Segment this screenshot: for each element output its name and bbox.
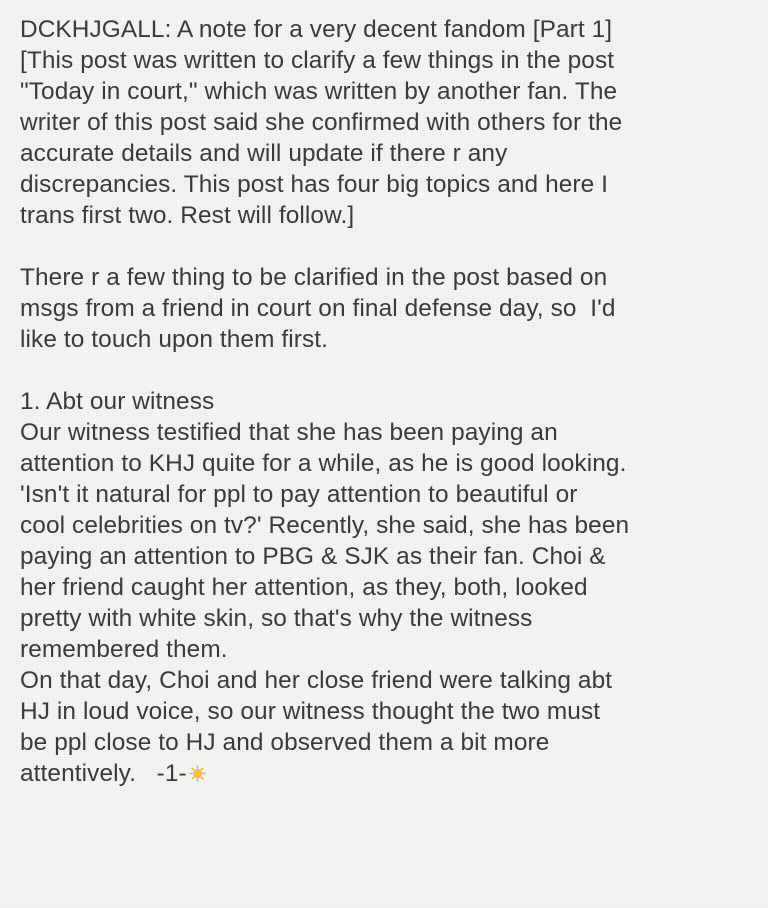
note-line-last	[20, 758, 756, 789]
note-line: There r a few thing to be clarified in the post based on	[20, 264, 608, 291]
note-line: 'Isn't it natural for ppl to pay attention to beautiful or	[20, 481, 578, 508]
paragraph-gap	[20, 355, 756, 386]
note-line: Our witness testified that she has been paying an	[20, 419, 558, 446]
note-line: paying an attention to PBG & SJK as their fan. Choi &	[20, 543, 606, 570]
note-line: On that day, Choi and her close friend were talking abt	[20, 667, 613, 694]
note-line: trans first two. Rest will follow.]	[20, 202, 355, 229]
note-line: her friend caught her attention, as they, both, looked	[20, 574, 588, 601]
note-line: pretty with white skin, so that's why the witness	[20, 605, 533, 632]
paragraph-gap	[20, 231, 756, 262]
note-line: remembered them.	[20, 636, 228, 663]
note-line: [This post was written to clarify a few things in the post	[20, 47, 615, 74]
note-text	[20, 14, 756, 789]
note-line: cool celebrities on tv?' Recently, she said, she has been	[20, 512, 630, 539]
note-line: like to touch upon them first.	[20, 326, 329, 353]
section-heading: 1. Abt our witness	[20, 388, 215, 415]
note-line: HJ in loud voice, so our witness thought the two must	[20, 698, 601, 725]
note-line: attention to KHJ quite for a while, as he is good looking.	[20, 450, 627, 477]
note-line: writer of this post said she confirmed with others for the	[20, 109, 623, 136]
note-line-title: DCKHJGALL: A note for a very decent fandom [Part 1]	[20, 16, 613, 43]
sun-icon	[189, 765, 206, 782]
note-line: "Today in court," which was written by another fan. The	[20, 78, 618, 105]
note-line: msgs from a friend in court on final defense day, so I'd	[20, 295, 616, 322]
note-line: be ppl close to HJ and observed them a bit more	[20, 729, 550, 756]
note-line-last-text: attentively. -1-	[20, 760, 187, 787]
note-line: accurate details and will update if there r any	[20, 140, 508, 167]
note-line: discrepancies. This post has four big topics and here I	[20, 171, 609, 198]
